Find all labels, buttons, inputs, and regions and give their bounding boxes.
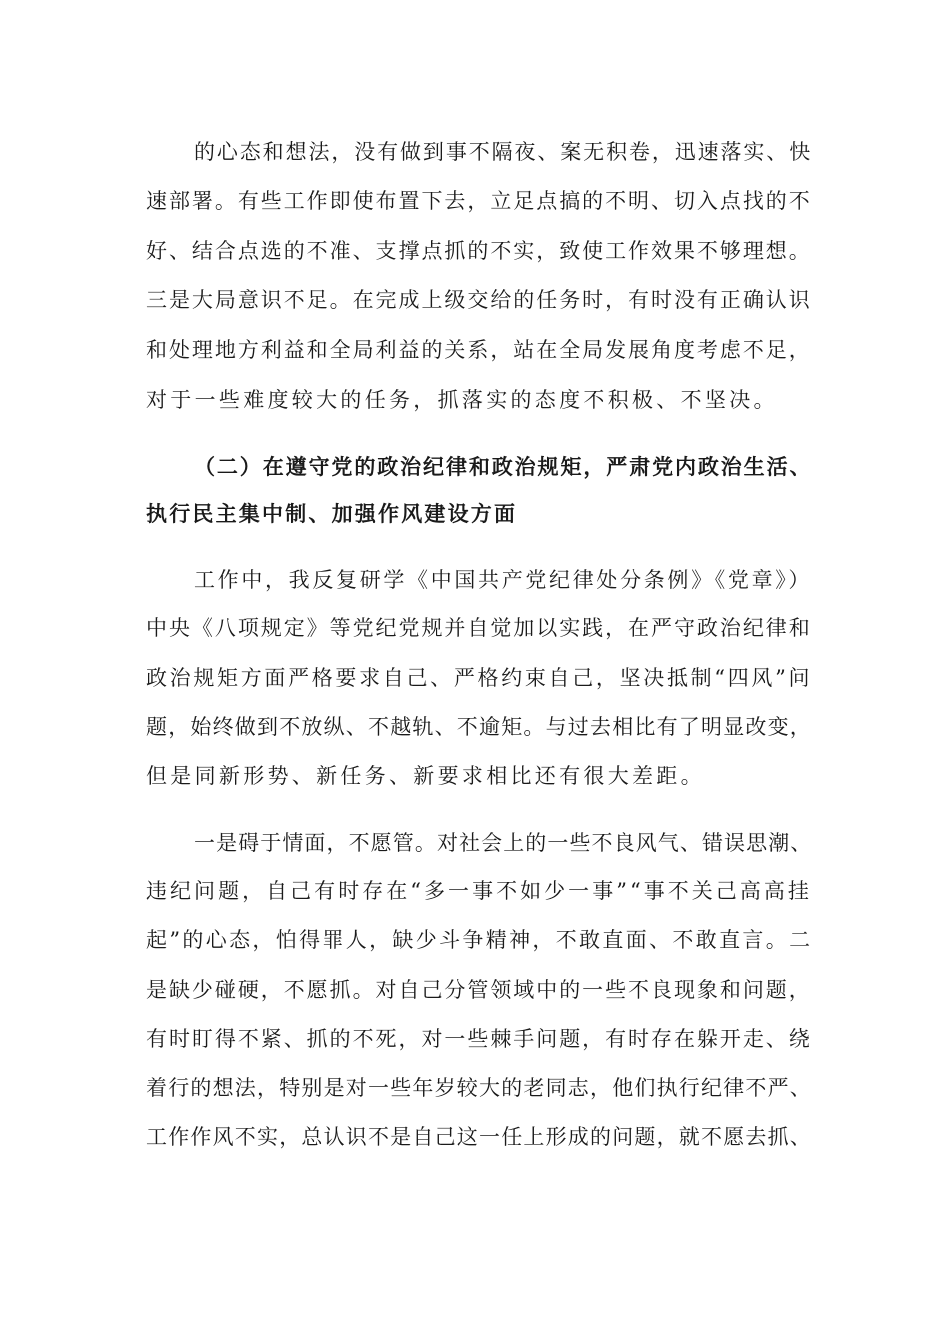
paragraph-line: 和处理地方利益和全局利益的关系，站在全局发展角度考虑不足， (146, 338, 812, 362)
paragraph-line: 起”的心态，怕得罪人，缺少斗争精神，不敢直面、不敢直言。二 (146, 928, 813, 952)
paragraph-line: 好、结合点选的不准、支撑点抓的不实，致使工作效果不够理想。 (146, 239, 812, 263)
section-heading: 执行民主集中制、加强作风建设方面 (146, 502, 518, 526)
paragraph-line: 中央《八项规定》等党纪党规并自觉加以实践，在严守政治纪律和 (146, 616, 812, 640)
paragraph-line: 对于一些难度较大的任务，抓落实的态度不积极、不坚决。 (146, 388, 778, 412)
paragraph-line: 但是同新形势、新任务、新要求相比还有很大差距。 (146, 764, 705, 788)
paragraph-line: 政治规矩方面严格要求自己、严格约束自己，坚决抵制“四风”问 (146, 666, 813, 690)
paragraph-line: 有时盯得不紧、抓的不死，对一些棘手问题，有时存在躲开走、绕 (146, 1027, 812, 1051)
paragraph-line: 工作作风不实，总认识不是自己这一任上形成的问题，就不愿去抓、 (146, 1125, 812, 1149)
paragraph-line: 违纪问题，自己有时存在“多一事不如少一事”“事不关己高高挂 (146, 879, 812, 903)
section-heading: （二）在遵守党的政治纪律和政治规矩，严肃党内政治生活、 (194, 455, 813, 479)
paragraph-line: 着行的想法，特别是对一些年岁较大的老同志，他们执行纪律不严、 (146, 1076, 812, 1100)
paragraph-line: 题，始终做到不放纵、不越轨、不逾矩。与过去相比有了明显改变， (146, 715, 812, 739)
paragraph-line: 的心态和想法，没有做到事不隔夜、案无积卷，迅速落实、快 (194, 140, 813, 164)
paragraph-line: 一是碍于情面，不愿管。对社会上的一些不良风气、错误思潮、 (194, 831, 813, 855)
paragraph-line: 是缺少碰硬，不愿抓。对自己分管领域中的一些不良现象和问题， (146, 978, 812, 1002)
paragraph-line: 速部署。有些工作即使布置下去，立足点搞的不明、切入点找的不 (146, 189, 812, 213)
paragraph-line: 三是大局意识不足。在完成上级交给的任务时，有时没有正确认识 (146, 288, 812, 312)
paragraph-line: 工作中，我反复研学《中国共产党纪律处分条例》《党章》） (194, 568, 813, 592)
